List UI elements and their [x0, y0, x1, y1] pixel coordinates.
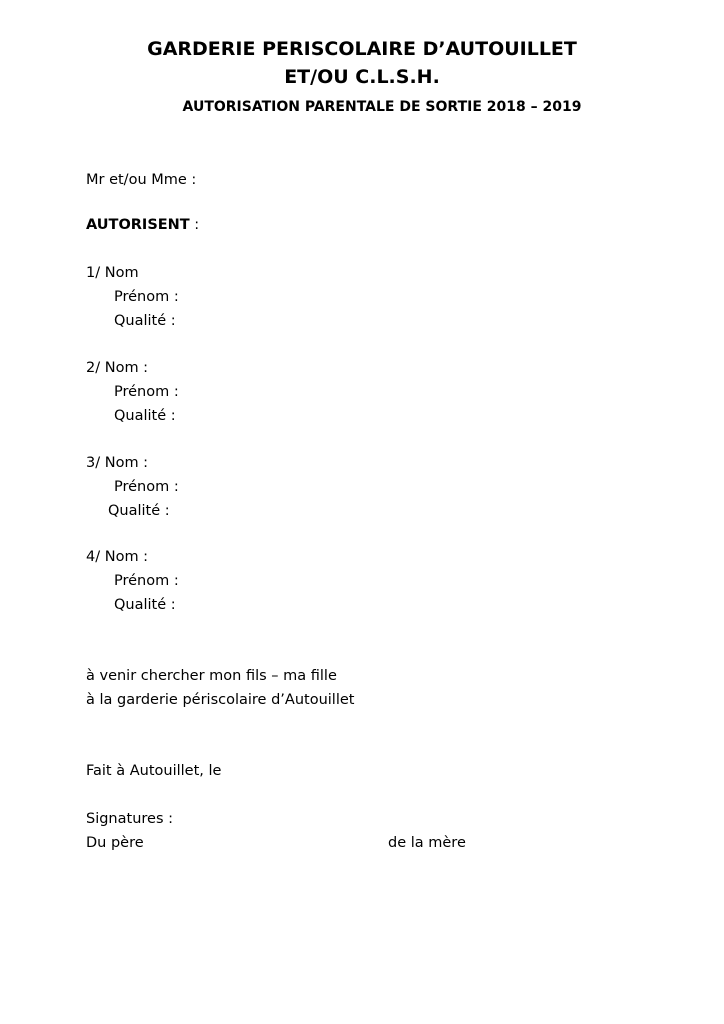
person-3-qualite-label: Qualité :	[108, 503, 170, 519]
person-2-prenom-label: Prénom :	[114, 384, 179, 400]
person-3-nom-label: 3/ Nom :	[86, 455, 149, 471]
purpose-line-2: à la garderie périscolaire d’Autouillet	[86, 692, 355, 708]
purpose-line-1: à venir chercher mon fils – ma fille	[86, 668, 337, 684]
person-2-qualite-label: Qualité :	[114, 408, 176, 424]
document-subtitle: AUTORISATION PARENTALE DE SORTIE 2018 – 2019	[182, 99, 582, 115]
fait-a-label: Fait à Autouillet, le	[86, 763, 222, 779]
father-signature-label: Du père	[86, 835, 144, 851]
person-4-prenom-label: Prénom :	[114, 573, 179, 589]
mother-signature-label: de la mère	[388, 835, 466, 851]
autorisent-colon: :	[189, 217, 200, 233]
signatures-label: Signatures :	[86, 811, 173, 827]
autorisent-word: AUTORISENT	[86, 217, 190, 233]
person-1-prenom-label: Prénom :	[114, 289, 179, 305]
parents-label: Mr et/ou Mme :	[86, 172, 197, 188]
person-1-nom-label: 1/ Nom	[86, 265, 139, 281]
document-title-line2: ET/OU C.L.S.H.	[284, 66, 440, 88]
document-title: GARDERIE PERISCOLAIRE D’AUTOUILLET	[147, 38, 577, 60]
person-4-qualite-label: Qualité :	[114, 597, 176, 613]
person-1-qualite-label: Qualité :	[114, 313, 176, 329]
person-3-prenom-label: Prénom :	[114, 479, 179, 495]
person-4-nom-label: 4/ Nom :	[86, 549, 149, 565]
autorisent-label	[86, 218, 199, 233]
person-2-nom-label: 2/ Nom :	[86, 360, 149, 376]
